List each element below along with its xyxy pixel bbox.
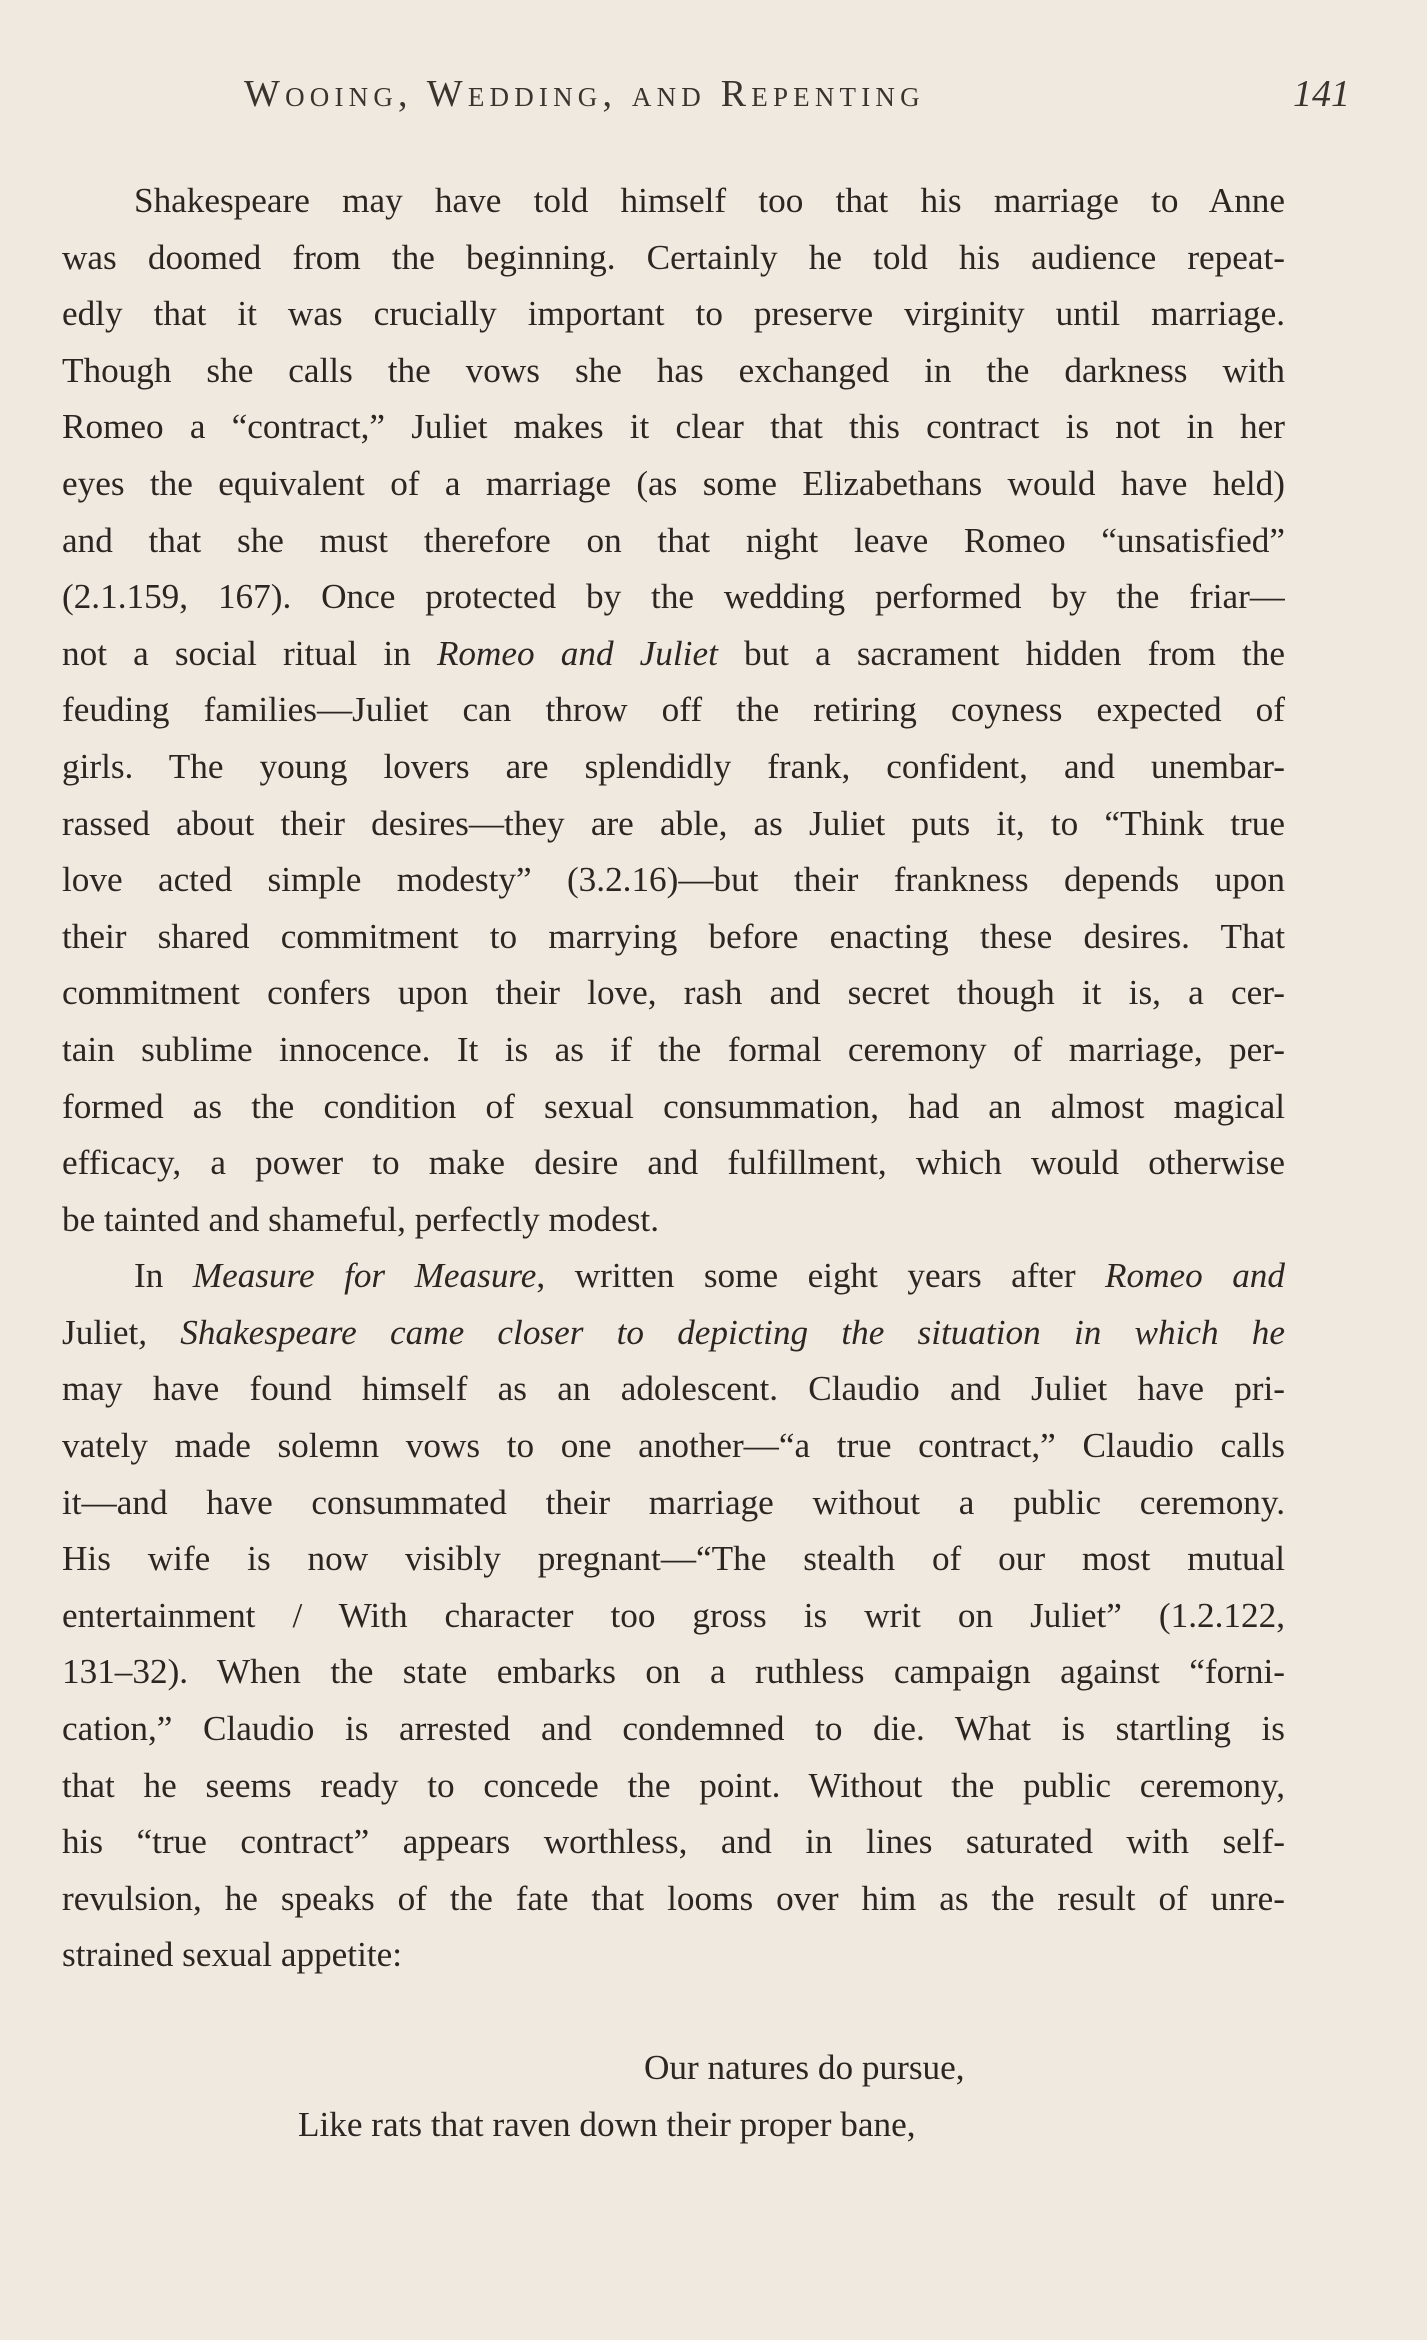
text-line: 131–32). When the state embarks on a ruthless campaign against “forni- [62, 1652, 1285, 1692]
text-line: His wife is now visibly pregnant—“The stealth of our most mutual [62, 1539, 1285, 1579]
text-line: strained sexual appetite: [62, 1935, 403, 1975]
text-line: rassed about their desires—they are able, as Juliet puts it, to “Think true [62, 803, 1285, 843]
text-line: commitment confers upon their love, rash and secret though it is, a cer- [62, 973, 1285, 1013]
text-line: may have found himself as an adolescent. Claudio and Juliet have pri- [62, 1369, 1285, 1409]
text-line: entertainment / With character too gross is writ on Juliet” (1.2.122, [62, 1595, 1285, 1635]
text-line: efficacy, a power to make desire and fulfillment, which would otherwise [62, 1143, 1285, 1183]
text-line: formed as the condition of sexual consummation, had an almost magical [62, 1086, 1285, 1126]
text-line: Juliet, Shakespeare came closer to depicting the situation in which he [62, 1312, 1285, 1352]
text-line: Romeo a “contract,” Juliet makes it clear that this contract is not in her [62, 407, 1285, 447]
text-line: that he seems ready to concede the point. Without the public ceremony, [62, 1765, 1285, 1805]
text-line: their shared commitment to marrying before enacting these desires. That [62, 916, 1285, 956]
text-line: love acted simple modesty” (3.2.16)—but their frankness depends upon [62, 860, 1285, 900]
text-line: not a social ritual in Romeo and Juliet but a sacrament hidden from the [62, 633, 1285, 673]
text-line: vately made solemn vows to one another—“a true contract,” Claudio calls [62, 1426, 1285, 1466]
text-line: his “true contract” appears worthless, and in lines saturated with self- [62, 1822, 1285, 1862]
text-line: eyes the equivalent of a marriage (as some Elizabethans would have held) [62, 463, 1285, 503]
text-line: feuding families—Juliet can throw off the retiring coyness expected of [62, 690, 1285, 730]
text-line: was doomed from the beginning. Certainly he told his audience repeat- [62, 237, 1285, 277]
text-line: and that she must therefore on that night leave Romeo “unsatisfied” [62, 520, 1285, 560]
running-head [244, 68, 1350, 128]
text-line: tain sublime innocence. It is as if the formal ceremony of marriage, per- [62, 1029, 1285, 1069]
text-line: In Measure for Measure, written some eight years after Romeo and [134, 1256, 1285, 1296]
text-line: cation,” Claudio is arrested and condemned to die. What is startling is [62, 1709, 1285, 1749]
text-line: edly that it was crucially important to preserve virginity until marriage. [62, 294, 1285, 334]
text-line: it—and have consummated their marriage without a public ceremony. [62, 1482, 1285, 1522]
text-line: girls. The young lovers are splendidly frank, confident, and unembar- [62, 746, 1285, 786]
text-line: be tainted and shameful, perfectly modest. [62, 1199, 660, 1239]
page-number: 141 [1293, 73, 1350, 115]
body-text [62, 173, 1285, 2153]
text-line: (2.1.159, 167). Once protected by the wedding performed by the friar— [62, 577, 1285, 617]
text-line: revulsion, he speaks of the fate that looms over him as the result of unre- [62, 1878, 1285, 1918]
paragraph-1 [62, 173, 1285, 1248]
verse-line: Like rats that raven down their proper bane, [298, 2104, 916, 2144]
text-line: Though she calls the vows she has exchanged in the darkness with [62, 350, 1285, 390]
verse-line: Our natures do pursue, [644, 2048, 965, 2087]
book-page [62, 0, 1350, 2340]
running-title: Wooing, Wedding, and Repenting [244, 73, 925, 115]
verse-quotation [62, 2040, 1285, 2153]
text-line: Shakespeare may have told himself too that his marriage to Anne [134, 181, 1285, 220]
paragraph-2 [62, 1248, 1285, 1984]
